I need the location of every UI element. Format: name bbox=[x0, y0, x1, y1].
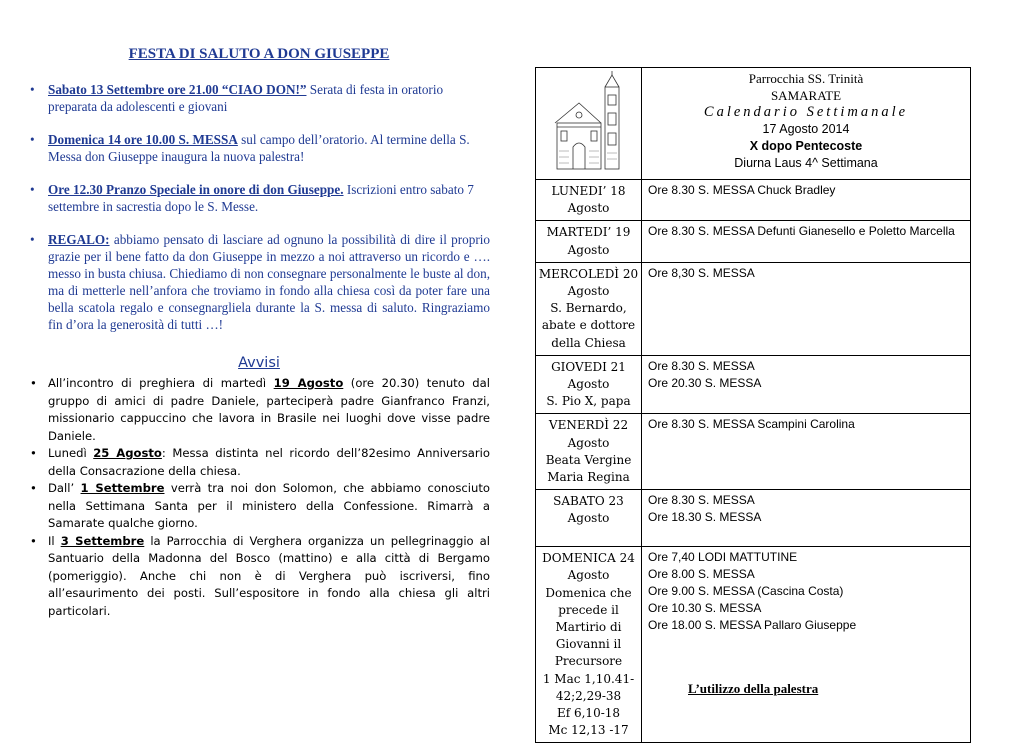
festa-item-messa bbox=[28, 131, 490, 165]
day-extra: Domenica che precede il Martirio di Giovanni il Precursore 1 Mac 1,10.41-42;2,29-38 Ef 6,10-18 Mc 12,13 -17 bbox=[542, 585, 635, 738]
avviso-bold: 1 Settembre bbox=[80, 481, 165, 495]
avviso-item bbox=[28, 445, 490, 480]
avviso-pre: Lunedì bbox=[48, 446, 94, 460]
festa-item-bold: Ore 12.30 Pranzo Speciale in onore di don Giuseppe. bbox=[48, 182, 344, 197]
day-extra: S. Pio X, papa bbox=[546, 394, 631, 409]
events-cell: Ore 7,40 LODI MATTUTINE Ore 8.00 S. MESSA Ore 9.00 S. MESSA (Cascina Costa) Ore 10.30 S. MESSA Ore 18.00 S. MESSA Pallaro Giuseppe bbox=[642, 547, 971, 743]
festa-item-text: Iscrizioni entro sabato 7 settembre in sacrestia dopo le S. Messe. bbox=[48, 182, 474, 214]
avviso-post: (ore 20.30) tenuto dal gruppo di amici di padre Daniele, parteciperà padre Gianfranco Franzi, missionario cappuccino che lavora in Brasile nei luoghi dove visse padre Daniele. bbox=[48, 376, 490, 443]
festa-item-bold: REGALO: bbox=[48, 232, 110, 247]
day-extra: Beata Vergine Maria Regina bbox=[545, 452, 632, 485]
bullet-icon: • bbox=[30, 232, 35, 247]
events-cell: Ore 8.30 S. MESSA Scampini Carolina bbox=[642, 414, 971, 490]
bullet-icon: • bbox=[30, 446, 37, 460]
festa-section bbox=[28, 46, 490, 620]
bullet-icon: • bbox=[30, 132, 35, 147]
calendar-row bbox=[536, 414, 971, 490]
calendar-row bbox=[536, 547, 971, 743]
calendar-header bbox=[642, 68, 971, 180]
calendar-row bbox=[536, 262, 971, 355]
day-cell bbox=[536, 355, 642, 414]
events-cell: Ore 8,30 S. MESSA bbox=[642, 262, 971, 355]
avviso-pre: Il bbox=[48, 533, 61, 548]
avviso-bold: 3 Settembre bbox=[60, 533, 145, 548]
avviso-item bbox=[28, 533, 490, 621]
bullet-icon: • bbox=[30, 376, 37, 390]
bullet-icon: • bbox=[30, 533, 37, 548]
calendar-row bbox=[536, 180, 971, 221]
calendar-row bbox=[536, 490, 971, 547]
day-label: DOMENICA 24 Agosto bbox=[542, 551, 635, 583]
festa-item-serata bbox=[28, 81, 490, 115]
day-label: GIOVEDI 21 Agosto bbox=[551, 359, 626, 392]
avviso-pre: All’incontro di preghiera di martedì bbox=[48, 376, 274, 390]
festa-item-text: sul campo dell’oratorio. Al termine della S. Messa don Giuseppe inaugura la nuova palestra! bbox=[48, 132, 470, 164]
bullet-icon: • bbox=[30, 182, 35, 197]
parish-name: Parrocchia SS. Trinità bbox=[748, 71, 864, 86]
events-cell: Ore 8.30 S. MESSA Defunti Gianesello e Poletto Marcella bbox=[642, 221, 971, 262]
church-image-cell bbox=[536, 68, 642, 180]
day-cell bbox=[536, 262, 642, 355]
day-label: MERCOLEDÌ 20 Agosto bbox=[538, 266, 639, 299]
avvisi-title: Avvisi bbox=[238, 355, 280, 371]
bullet-icon: • bbox=[30, 481, 37, 495]
festa-item-bold: Sabato 13 Settembre ore 21.00 “CIAO DON!” bbox=[48, 82, 307, 97]
day-cell: MARTEDI’ 19 Agosto bbox=[536, 221, 642, 262]
avviso-item bbox=[28, 480, 490, 533]
avviso-post: : Messa distinta nel ricordo dell’82esimo Anniversario della Consacrazione della chiesa. bbox=[48, 446, 490, 478]
day-cell: SABATO 23 Agosto bbox=[536, 490, 642, 547]
avviso-item bbox=[28, 375, 490, 445]
avviso-post: la Parrocchia di Verghera organizza un pellegrinaggio al Santuario della Madonna del Bosco (mattino) e alla città di Bergamo (pomeriggio). Anche chi non è di Verghera può iscriversi, fino all’esaurimento dei posti. Sull’espositore in fondo alla chiesa gli altri particolari. bbox=[48, 533, 490, 618]
calendar-date: 17 Agosto 2014 bbox=[762, 122, 850, 136]
day-cell bbox=[536, 547, 642, 743]
avviso-bold: 25 Agosto bbox=[93, 446, 162, 460]
events-cell: Ore 8.30 S. MESSA Ore 18.30 S. MESSA bbox=[642, 490, 971, 547]
festa-item-text: abbiamo pensato di lasciare ad ognuno la possibilità di dire il proprio grazie per il bene fatto da don Giuseppe in mezzo a noi attraverso un ricordo e …. messo in busta chiusa. Chiediamo di non consegnare personalmente le buste al don, ma di metterle nell’anfora che troviamo in fondo alla chiesa così da poter fare una bella scatola regalo e consegnargliela durante la S. messa di saluto. Ringraziamo fin d’ora la generosità di tutti …! bbox=[48, 232, 490, 332]
festa-item-text: Serata di festa in oratorio preparata da adolescenti e giovani bbox=[48, 82, 444, 114]
calendar-laus: Diurna Laus 4^ Settimana bbox=[734, 156, 878, 170]
events-cell: Ore 8.30 S. MESSA Chuck Bradley bbox=[642, 180, 971, 221]
church-illustration bbox=[549, 69, 629, 173]
day-cell bbox=[536, 414, 642, 490]
calendar-header-row bbox=[536, 68, 971, 180]
festa-title: FESTA DI SALUTO A DON GIUSEPPE bbox=[128, 46, 390, 62]
festa-item-regalo bbox=[28, 231, 490, 333]
day-cell: LUNEDI’ 18 Agosto bbox=[536, 180, 642, 221]
palestra-heading: L’utilizzo della palestra bbox=[688, 681, 819, 696]
avviso-bold: 19 Agosto bbox=[273, 376, 344, 390]
town-name: SAMARATE bbox=[770, 88, 842, 103]
events-cell: Ore 8.30 S. MESSA Ore 20.30 S. MESSA bbox=[642, 355, 971, 414]
calendar-sunday: X dopo Pentecoste bbox=[749, 139, 863, 153]
day-extra: S. Bernardo, abate e dottore della Chiesa bbox=[541, 301, 636, 350]
calendar-row bbox=[536, 355, 971, 414]
avviso-pre: Dall’ bbox=[48, 481, 81, 495]
weekly-calendar-table bbox=[535, 67, 971, 743]
bullet-icon: • bbox=[30, 82, 35, 97]
calendar-subtitle: Calendario Settimanale bbox=[703, 104, 909, 120]
avviso-post: verrà tra noi don Solomon, che abbiamo conosciuto nella Settimana Santa per il ministero della Confessione. Rimarrà a Samarate qualche giorno. bbox=[48, 481, 490, 530]
day-label: VENERDÌ 22 Agosto bbox=[548, 418, 629, 450]
festa-item-bold: Domenica 14 ore 10.00 S. MESSA bbox=[48, 132, 238, 147]
calendar-row bbox=[536, 221, 971, 262]
festa-item-pranzo bbox=[28, 181, 490, 215]
